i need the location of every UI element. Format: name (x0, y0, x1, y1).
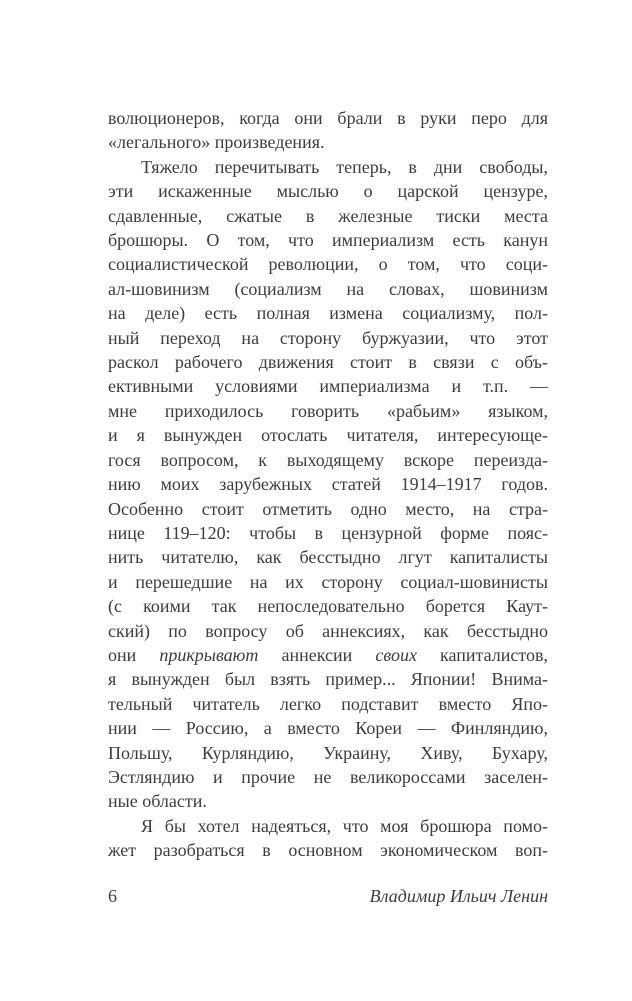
text-line (108, 692, 548, 716)
text-segment: нице 119–120: чтобы в цензурной форме пояс- (108, 522, 548, 543)
text-block (108, 106, 548, 863)
text-segment: (с коими так непоследовательно борется Каут- (108, 596, 548, 617)
emphasized-text: своих (375, 644, 417, 665)
text-line (108, 570, 548, 594)
text-segment: жет разобраться в основном экономическом воп- (108, 840, 548, 861)
text-line (108, 106, 548, 130)
text-segment: ные области. (108, 791, 207, 812)
text-line (108, 374, 548, 398)
text-line (108, 741, 548, 765)
text-segment: ский) по вопросу об аннексиях, как бесстыдно (108, 620, 548, 641)
text-line (108, 472, 548, 496)
text-line (108, 326, 548, 350)
text-segment: я вынужден был взять пример... Японии! Внима- (108, 669, 548, 690)
text-line (108, 521, 548, 545)
text-line (108, 423, 548, 447)
text-segment: ал-шовинизм (социализм на словах, шовинизм (108, 278, 548, 299)
text-line (108, 643, 548, 667)
text-segment: брошюры. О том, что империализм есть канун (108, 230, 548, 251)
text-line (108, 789, 548, 813)
text-line (108, 130, 548, 154)
text-line (108, 448, 548, 472)
text-segment: аннексии (258, 644, 376, 665)
text-segment: ективными условиями империализма и т.п. — (108, 376, 548, 397)
text-line (108, 619, 548, 643)
page-number: 6 (108, 886, 117, 906)
text-segment: и перешедшие на их сторону социал-шовинисты (108, 571, 548, 592)
text-segment: «легального» произведения. (108, 132, 325, 153)
text-segment: и я вынужден отослать читателя, интересующе- (108, 425, 548, 446)
text-segment: Я бы хотел надеяться, что моя брошюра помо- (141, 815, 548, 836)
emphasized-text: прикрывают (159, 644, 259, 665)
text-segment: социалистической революции, о том, что соци- (108, 254, 548, 275)
text-line (108, 716, 548, 740)
text-line (108, 277, 548, 301)
text-segment: тельный читатель легко подставит вместо Япо- (108, 693, 548, 714)
text-segment: нию моих зарубежных статей 1914–1917 годов. (108, 474, 548, 495)
text-line (108, 204, 548, 228)
text-segment: ный переход на сторону буржуазии, что этот (108, 327, 548, 348)
text-line (108, 155, 548, 179)
text-segment: Особенно стоит отметить одно место, на стра- (108, 498, 548, 519)
text-segment: раскол рабочего движения стоит в связи с объ- (108, 352, 548, 373)
text-segment: Тяжело перечитывать теперь, в дни свободы, (141, 156, 548, 177)
text-line (108, 765, 548, 789)
text-segment: сдавленные, сжатые в железные тиски места (108, 205, 548, 226)
text-segment: они (108, 644, 160, 665)
text-segment: на деле) есть полная измена социализму, пол- (108, 303, 548, 324)
text-segment: эти искаженные мыслью о царской цензуре, (108, 181, 548, 202)
text-line (108, 594, 548, 618)
text-line (108, 814, 548, 838)
text-line (108, 667, 548, 691)
text-segment: мне приходилось говорить «рабьим» языком, (108, 400, 548, 421)
page-footer (108, 884, 548, 908)
text-segment: гося вопросом, к выходящему вскоре переизда- (108, 449, 548, 470)
text-line (108, 838, 548, 862)
text-segment: Польшу, Курляндию, Украину, Хиву, Бухару, (108, 742, 548, 763)
text-line (108, 228, 548, 252)
running-title-author: Владимир Ильич Ленин (369, 886, 548, 906)
text-line (108, 497, 548, 521)
text-line (108, 350, 548, 374)
text-segment: волюционеров, когда они брали в руки перо для (108, 108, 548, 128)
text-segment: нии — Россию, а вместо Кореи — Финляндию, (108, 718, 548, 739)
text-line (108, 545, 548, 569)
text-line (108, 179, 548, 203)
text-segment: капиталистов, (416, 644, 548, 665)
text-line (108, 399, 548, 423)
text-line (108, 301, 548, 325)
text-segment: Эстляндию и прочие не великороссами заселен- (108, 766, 548, 787)
text-segment: нить читателю, как бесстыдно лгут капиталисты (108, 547, 548, 568)
text-line (108, 252, 548, 276)
